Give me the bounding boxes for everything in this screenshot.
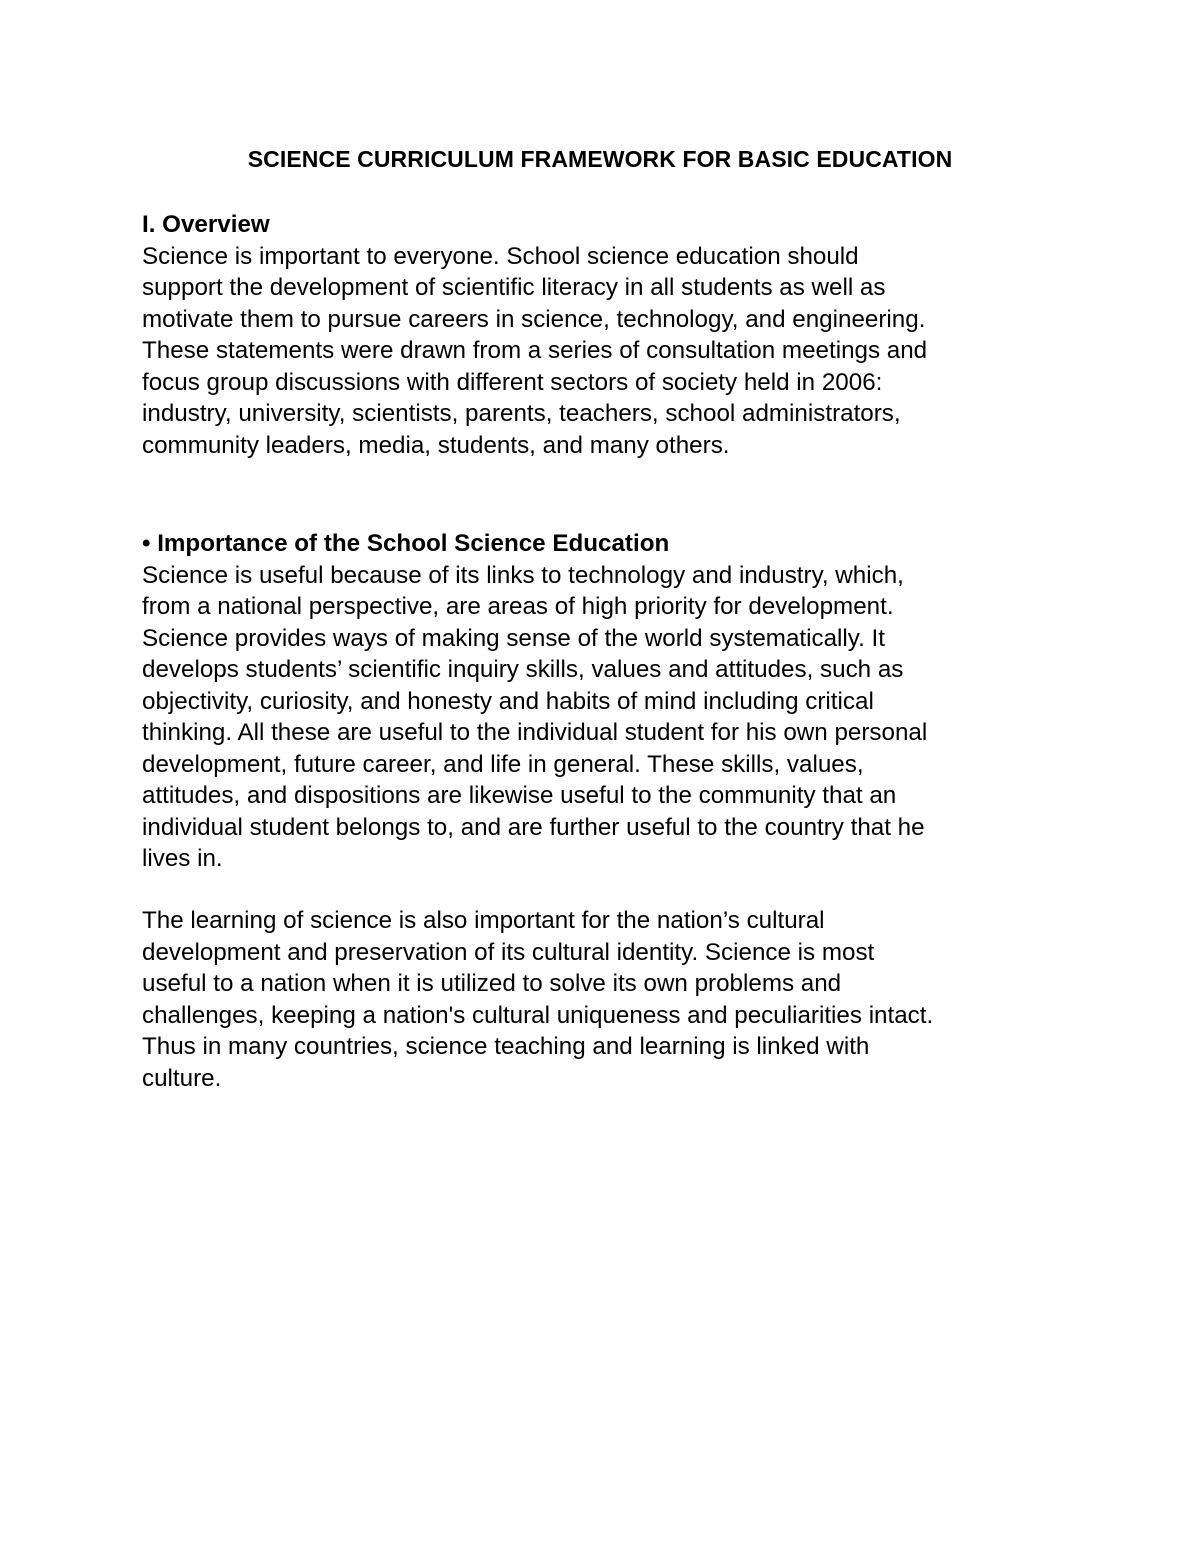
- paragraph-line: These statements were drawn from a series of consultation meetings and: [142, 337, 928, 364]
- paragraph-line: Science is useful because of its links to technology and industry, which,: [142, 561, 904, 589]
- paragraph-line: thinking. All these are useful to the individual student for his own personal: [142, 719, 928, 746]
- paragraph-line: individual student belongs to, and are further useful to the country that he: [142, 813, 925, 841]
- paragraph-line: culture.: [142, 1064, 222, 1092]
- importance-heading: • Importance of the School Science Education: [142, 530, 670, 557]
- overview-heading: I. Overview: [142, 211, 270, 238]
- paragraph-line: Science provides ways of making sense of the world systematically. It: [142, 624, 885, 652]
- paragraph-line: Science is important to everyone. School science education should: [142, 242, 859, 270]
- paragraph-line: lives in.: [142, 845, 223, 872]
- document-title: SCIENCE CURRICULUM FRAMEWORK FOR BASIC EDUCATION: [247, 146, 953, 172]
- paragraph-line: The learning of science is also important for the nation’s cultural: [142, 907, 825, 934]
- paragraph-line: attitudes, and dispositions are likewise useful to the community that an: [142, 782, 897, 809]
- importance-paragraph: [142, 560, 1072, 875]
- importance-section: [142, 528, 1072, 875]
- culture-paragraph: [142, 905, 1072, 1094]
- culture-section: [142, 905, 1072, 1094]
- overview-paragraph: [142, 241, 1072, 462]
- paragraph-line: industry, university, scientists, parents, teachers, school administrators,: [142, 400, 901, 427]
- paragraph-line: Thus in many countries, science teaching and learning is linked with: [142, 1033, 870, 1060]
- paragraph-line: development and preservation of its cultural identity. Science is most: [142, 938, 875, 966]
- paragraph-line: community leaders, media, students, and many others.: [142, 431, 730, 459]
- paragraph-line: develops students’ scientific inquiry skills, values and attitudes, such as: [142, 656, 904, 683]
- paragraph-line: challenges, keeping a nation's cultural uniqueness and peculiarities intact.: [142, 1001, 934, 1029]
- overview-section: [142, 209, 1072, 461]
- paragraph-line: focus group discussions with different sectors of society held in 2006:: [142, 368, 883, 396]
- paragraph-line: from a national perspective, are areas of high priority for development.: [142, 593, 894, 620]
- paragraph-line: objectivity, curiosity, and honesty and habits of mind including critical: [142, 687, 874, 715]
- paragraph-line: motivate them to pursue careers in science, technology, and engineering.: [142, 305, 926, 333]
- paragraph-line: development, future career, and life in general. These skills, values,: [142, 750, 864, 778]
- paragraph-line: support the development of scientific literacy in all students as well as: [142, 274, 886, 301]
- paragraph-line: useful to a nation when it is utilized to solve its own problems and: [142, 970, 842, 997]
